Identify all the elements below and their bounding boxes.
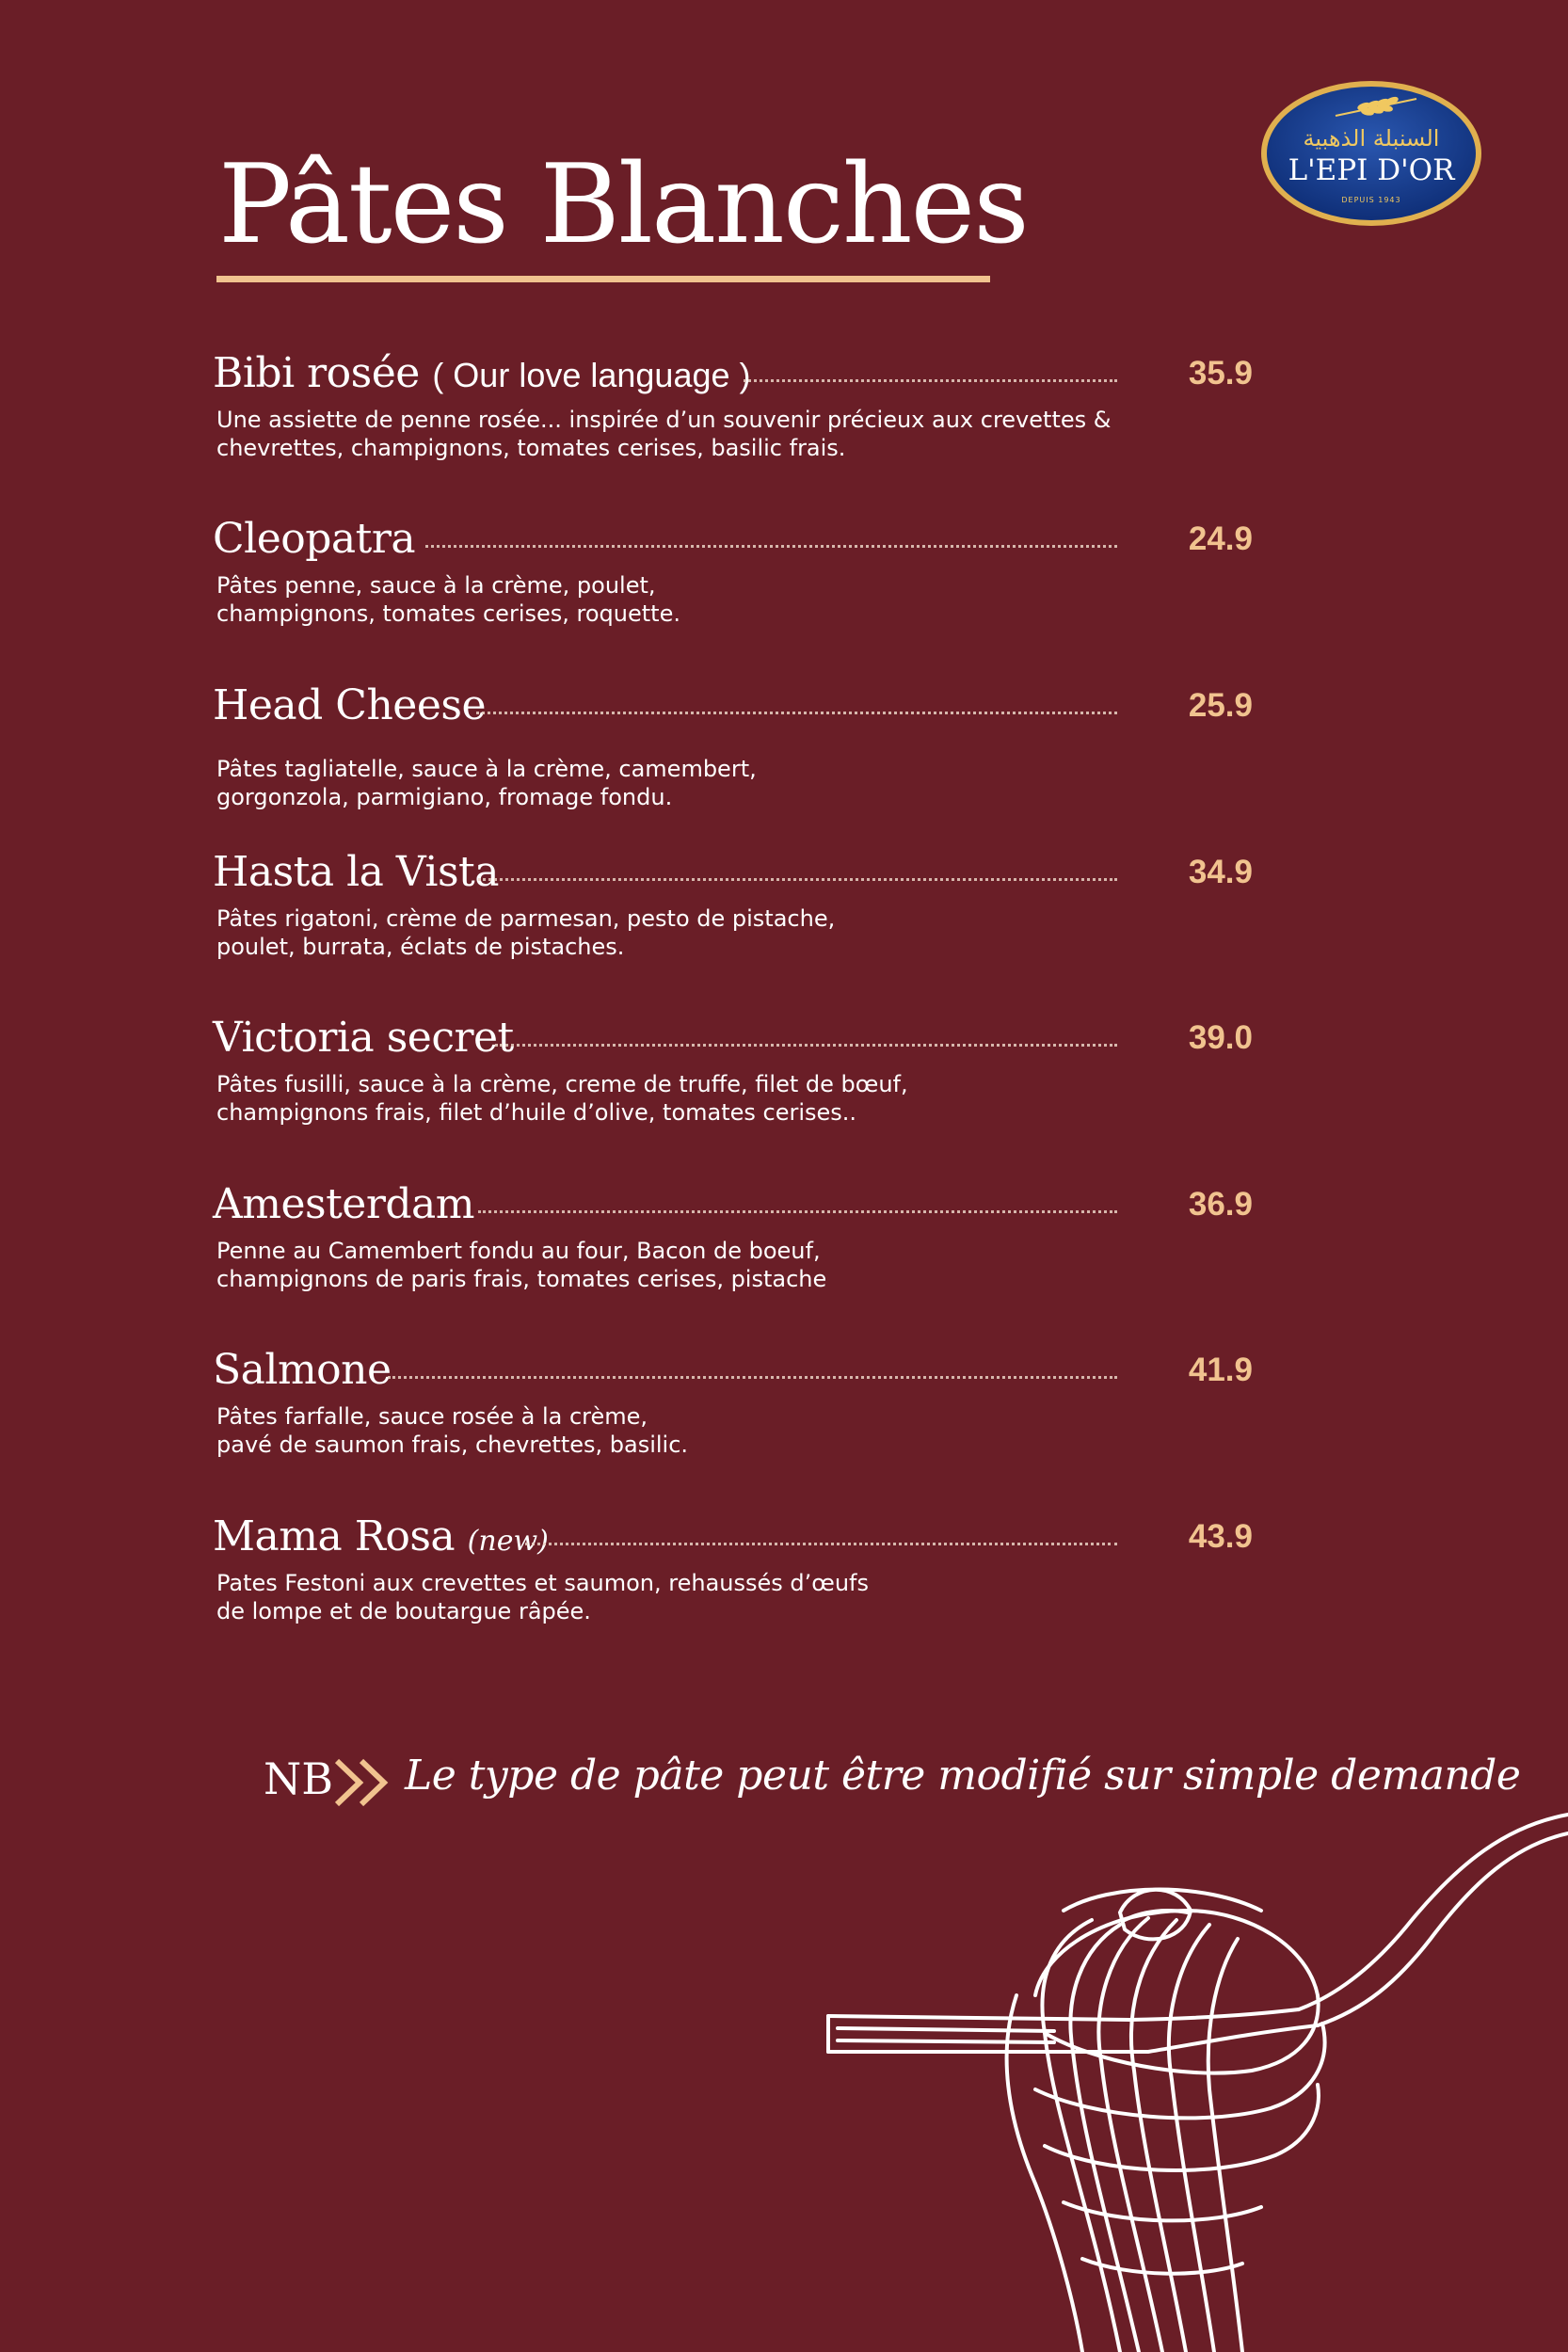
brand-logo bbox=[1258, 78, 1484, 229]
dot-leader bbox=[425, 545, 1117, 548]
item-price: 25.9 bbox=[1188, 687, 1253, 724]
menu-item bbox=[213, 678, 1253, 811]
dot-leader bbox=[744, 379, 1117, 382]
item-description: Penne au Camembert fondu au four, Bacon de boeuf, champignons de paris frais, tomates cerises, pistache bbox=[216, 1238, 827, 1292]
page-title: Pâtes Blanches bbox=[218, 141, 1028, 268]
dot-leader bbox=[478, 1210, 1117, 1213]
item-description: Pâtes farfalle, sauce rosée à la crème, pavé de saumon frais, chevrettes, basilic. bbox=[216, 1403, 689, 1458]
item-name-wrap bbox=[213, 345, 751, 404]
menu-item bbox=[213, 511, 1253, 628]
note-text: Le type de pâte peut être modifié sur simple demande bbox=[405, 1752, 1521, 1800]
menu-item bbox=[213, 1010, 1253, 1127]
item-description: Pates Festoni aux crevettes et saumon, rehaussés d’œufs de lompe et de boutargue râpée. bbox=[216, 1570, 869, 1624]
item-price: 39.0 bbox=[1188, 1019, 1253, 1056]
item-name: Amesterdam bbox=[213, 1180, 474, 1228]
item-name: Head Cheese bbox=[213, 681, 486, 729]
item-price: 43.9 bbox=[1188, 1518, 1253, 1555]
fork-pasta-icon bbox=[809, 1807, 1568, 2352]
dot-leader bbox=[476, 712, 1117, 714]
menu-item bbox=[213, 844, 1253, 961]
logo-arabic: السنبلة الذهبية bbox=[1303, 125, 1440, 152]
dot-leader bbox=[478, 878, 1117, 881]
item-description: Une assiette de penne rosée... inspirée d’un souvenir précieux aux crevettes & chevrettes, champignons, tomates cerises, basilic frais. bbox=[216, 407, 1112, 461]
title-underline bbox=[216, 276, 990, 282]
item-name: Bibi rosée bbox=[213, 349, 420, 397]
double-chevron-right-icon bbox=[331, 1757, 399, 1808]
logo-since: DEPUIS 1943 bbox=[1341, 196, 1401, 204]
dot-leader bbox=[388, 1376, 1117, 1379]
logo-name: L'EPI D'OR bbox=[1288, 153, 1455, 187]
item-price: 35.9 bbox=[1188, 355, 1253, 392]
item-price: 36.9 bbox=[1188, 1186, 1253, 1223]
fork-with-pasta-illustration bbox=[809, 1807, 1568, 2352]
item-description: Pâtes rigatoni, crème de parmesan, pesto de pistache, poulet, burrata, éclats de pistaches. bbox=[216, 905, 836, 960]
item-subtitle: ( Our love language ) bbox=[432, 356, 751, 394]
note-label: NB bbox=[264, 1753, 334, 1804]
menu-item bbox=[213, 1176, 1253, 1293]
item-description: Pâtes tagliatelle, sauce à la crème, camembert, gorgonzola, parmigiano, fromage fondu. bbox=[216, 756, 757, 810]
item-price: 24.9 bbox=[1188, 520, 1253, 557]
dot-leader bbox=[525, 1543, 1117, 1545]
item-name: Salmone bbox=[213, 1346, 392, 1394]
item-name: Cleopatra bbox=[213, 515, 416, 563]
menu-item bbox=[213, 1509, 1253, 1625]
item-name: Victoria secret bbox=[213, 1014, 514, 1062]
menu-item bbox=[213, 345, 1253, 462]
wheat-ear-logo-icon bbox=[1258, 78, 1484, 229]
dot-leader bbox=[495, 1044, 1117, 1047]
item-price: 41.9 bbox=[1188, 1352, 1253, 1388]
item-new-tag: (new) bbox=[467, 1525, 549, 1558]
item-price: 34.9 bbox=[1188, 854, 1253, 890]
menu-item bbox=[213, 1342, 1253, 1459]
item-name: Hasta la Vista bbox=[213, 848, 499, 896]
item-name-wrap bbox=[213, 1509, 549, 1570]
item-name: Mama Rosa bbox=[213, 1512, 456, 1560]
item-description: Pâtes penne, sauce à la crème, poulet, champignons, tomates cerises, roquette. bbox=[216, 572, 680, 627]
item-description: Pâtes fusilli, sauce à la crème, creme de truffe, filet de bœuf, champignons frais, filet d’huile d’olive, tomates cerises.. bbox=[216, 1071, 908, 1126]
